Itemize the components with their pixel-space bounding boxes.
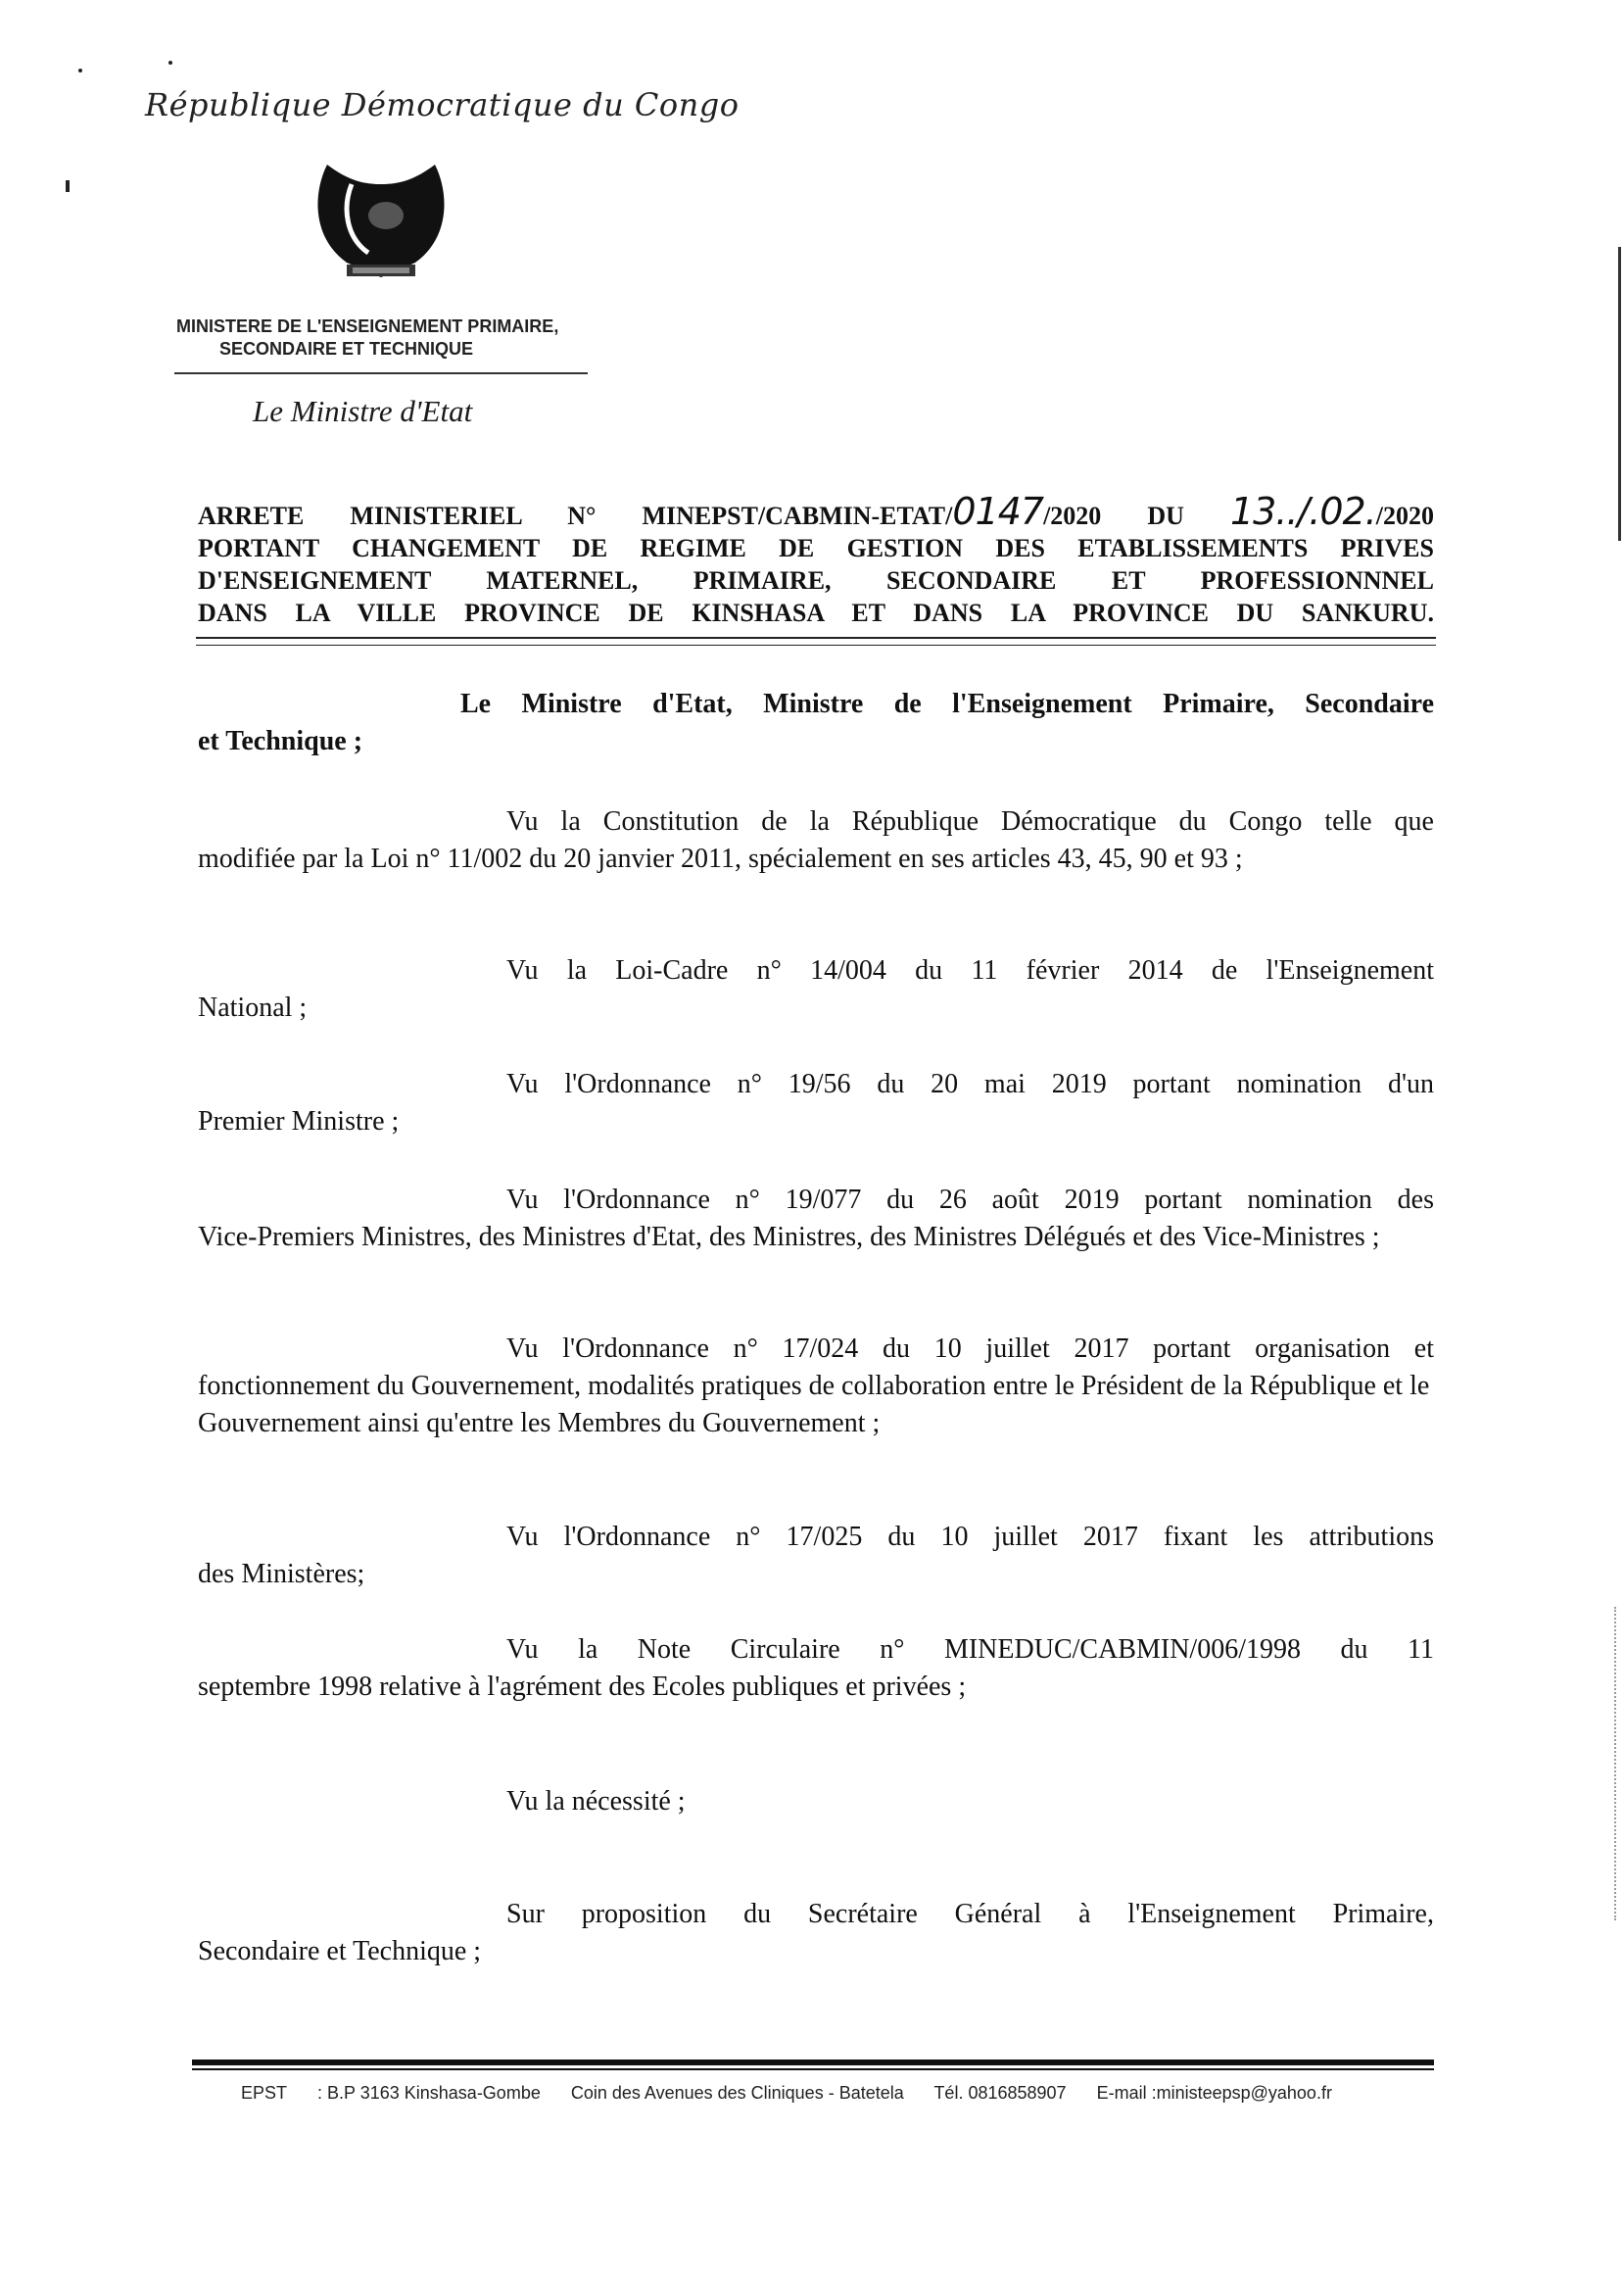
recital-first-line: Vu la nécessité ; (506, 1786, 686, 1817)
preamble-first-line: Le Ministre d'Etat, Ministre de l'Enseignement Primaire, Secondaire (460, 689, 1434, 719)
footer-phone: Tél. 0816858907 (933, 2083, 1067, 2103)
recital-first-line: Vu la Note Circulaire n° MINEDUC/CABMIN/006/1998 du 11 (506, 1634, 1434, 1665)
recital-rest: National ; (198, 993, 308, 1023)
recital-paragraph (198, 1896, 1434, 1970)
recital-paragraph (198, 1519, 1434, 1593)
handwritten-date: 13../.02. (1229, 490, 1376, 533)
ministry-line-1: MINISTERE DE L'ENSEIGNEMENT PRIMAIRE, (176, 316, 559, 336)
title-line-3: D'ENSEIGNEMENT MATERNEL, PRIMAIRE, SECONDAIRE ET PROFESSIONNNEL (198, 566, 1434, 595)
preamble (198, 686, 1434, 760)
scan-dot (168, 61, 172, 65)
recital-rest: septembre 1998 relative à l'agrément des Ecoles publiques et privées ; (198, 1672, 967, 1702)
title-prefix: ARRETE MINISTERIEL N° MINEPST/CABMIN-ETAT/ (198, 502, 953, 530)
decree-title (198, 490, 1434, 629)
recital-rest: Premier Ministre ; (198, 1106, 400, 1137)
recital-first-line: Vu l'Ordonnance n° 17/024 du 10 juillet 2017 portant organisation et (506, 1333, 1434, 1364)
ministry-line-2: SECONDAIRE ET TECHNIQUE (219, 339, 474, 359)
footer-contact (241, 2083, 1358, 2104)
title-line-2: PORTANT CHANGEMENT DE REGIME DE GESTION DES ETABLISSEMENTS PRIVES (198, 534, 1434, 562)
title-underline (196, 637, 1436, 639)
footer-org: EPST (241, 2083, 288, 2103)
recital-paragraph (198, 952, 1434, 1027)
minister-title: Le Ministre d'Etat (253, 394, 473, 428)
recital-first-line: Vu la Constitution de la République Démocratique du Congo telle que (506, 806, 1434, 837)
ministry-name (176, 315, 558, 361)
recital-rest: Secondaire et Technique ; (198, 1936, 482, 1966)
title-year-1: /2020 DU (1043, 502, 1230, 530)
footer-po-box: : B.P 3163 Kinshasa-Gombe (317, 2083, 541, 2103)
footer-rule-thick (192, 2060, 1434, 2065)
recital-first-line: Vu l'Ordonnance n° 19/077 du 26 août 2019 portant nomination des (506, 1185, 1434, 1215)
recital-paragraph (198, 1331, 1434, 1442)
footer-address: Coin des Avenues des Cliniques - Batetela (570, 2083, 904, 2103)
handwritten-number: 0147 (952, 490, 1044, 533)
footer-rule-thin (192, 2068, 1434, 2070)
recital-rest: des Ministères; (198, 1559, 365, 1589)
title-year-2: /2020 (1375, 502, 1434, 530)
header-divider (174, 372, 588, 374)
recital-first-line: Sur proposition du Secrétaire Général à l'Enseignement Primaire, (506, 1899, 1434, 1929)
scan-dot (78, 69, 82, 73)
preamble-rest: et Technique ; (198, 726, 363, 756)
recital-first-line: Vu l'Ordonnance n° 17/025 du 10 juillet 2017 fixant les attributions (506, 1522, 1434, 1552)
recital-first-line: Vu l'Ordonnance n° 19/56 du 20 mai 2019 portant nomination d'un (506, 1069, 1434, 1099)
title-underline-thin (196, 645, 1436, 646)
recital-paragraph (198, 803, 1434, 878)
country-name: République Démocratique du Congo (145, 86, 740, 123)
title-line-1 (198, 490, 1434, 533)
recital-rest: Vice-Premiers Ministres, des Ministres d'Etat, des Ministres, des Ministres Délégués et des Vice-Ministres ; (198, 1222, 1380, 1252)
footer-email: E-mail :ministeepsp@yahoo.fr (1096, 2083, 1332, 2103)
recital-paragraph (198, 1182, 1434, 1256)
recital-rest: fonctionnement du Gouvernement, modalités pratiques de collaboration entre le Président de la République et le Gouvernement ainsi qu'entre les Membres du Gouvernement ; (198, 1371, 1430, 1438)
recital-paragraph (198, 1631, 1434, 1706)
scan-mark (66, 180, 70, 192)
recital-rest: modifiée par la Loi n° 11/002 du 20 janvier 2011, spécialement en ses articles 43, 45, 90 et 93 ; (198, 844, 1243, 874)
recital-paragraph (198, 1783, 1434, 1820)
scan-margin-mark (1614, 1607, 1618, 1920)
recital-paragraph (198, 1066, 1434, 1140)
scan-edge-bar (1618, 247, 1621, 541)
recital-first-line: Vu la Loi-Cadre n° 14/004 du 11 février 2014 de l'Enseignement (506, 955, 1434, 986)
title-line-4: DANS LA VILLE PROVINCE DE KINSHASA ET DANS LA PROVINCE DU SANKURU. (198, 599, 1434, 627)
coat-of-arms-emblem (308, 155, 454, 287)
